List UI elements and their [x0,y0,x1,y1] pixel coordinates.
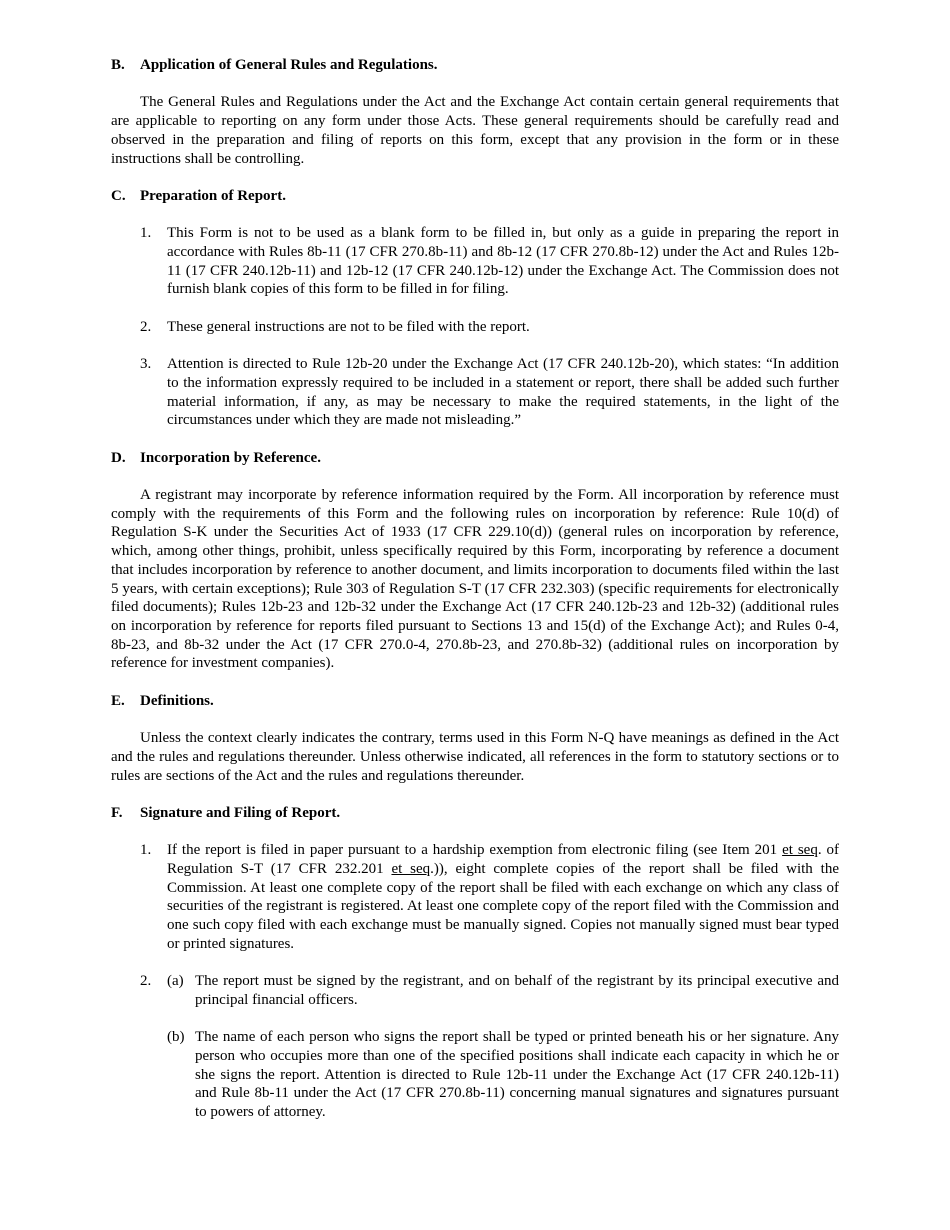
section-b-heading [111,56,839,75]
item-text: This Form is not to be used as a blank form to be filled in, but only as a guide in preparing the report in accordance with Rules 8b-11 (17 CFR 270.8b-11) and 8b-12 (17 CFR 270.8b-12) under the Act and Rules 12b-11 (17 CFR 240.12b-11) and 12b-12 (17 CFR 240.12b-12) under the Exchange Act. The Commission does not furnish blank copies of this form to be filled in for filing. [167,225,839,298]
section-d-heading [111,449,839,468]
section-c-letter: C. [111,187,126,204]
et-seq-underline: et seq [391,861,431,878]
item-text-part3: .)), eight complete copies of the report shall be filed with the Commission. At least one complete copy of the report shall be filed with each exchange on which any class of securities of the registrant is registered. At least one complete copy of the report filed with the Commission and one such copy filed with each exchange must be manually signed. Copies not manually signed must bear typed or printed signatures. [167,861,839,952]
sub-item-text: The name of each person who signs the report shall be typed or printed beneath his or her signature. Any person who occupies more than one of the specified positions shall indicate each capacity in which he or she signs the report. Attention is directed to Rule 12b-11 under the Exchange Act (17 CFR 240.12b-11) and Rule 8b-11 under the Act (17 CFR 270.8b-11) concerning manual signatures and signatures pursuant to powers of attorney. [195,1029,839,1121]
section-c-item-1 [111,224,839,299]
section-c-item-2 [111,318,839,337]
section-e-letter: E. [111,692,125,709]
section-e-body: Unless the context clearly indicates the contrary, terms used in this Form N-Q have meanings as defined in the Act and the rules and regulations thereunder. Unless otherwise indicated, all references in the form to statutory sections or to rules are sections of the Act and the rules and regulations thereunder. [111,730,839,784]
item-text: Attention is directed to Rule 12b-20 under the Exchange Act (17 CFR 240.12b-20), which states: “In addition to the information expressly required to be included in a statement or report, there shall be added such further material information, if any, as may be necessary to make the required statements, in the light of the circumstances under which they are made not misleading.” [167,356,839,429]
item-text-part1: If the report is filed in paper pursuant to a hardship exemption from electronic filing (see Item 201 [167,842,783,859]
et-seq-underline: et seq [782,842,818,859]
section-f-item-1 [111,841,839,953]
section-f-heading [111,804,839,823]
item-number: 1. [140,842,152,859]
section-f-title: Signature and Filing of Report. [140,804,341,821]
section-f-item-2a [111,972,839,1009]
item-number: 2. [140,318,152,335]
sub-item-letter: (b) [167,1029,185,1046]
section-c-item-3 [111,355,839,430]
item-number: 2. [140,973,152,990]
section-d-body: A registrant may incorporate by reference information required by the Form. All incorporation by reference must comply with the requirements of this Form and the following rules on incorporation by reference: Rule 10(d) of Regulation S-K under the Securities Act of 1933 (17 CFR 229.10(d)) (general rules on incorporation by reference, which, among other things, prohibit, unless specifically required by this Form, incorporating by reference a document that includes incorporation by reference to another document, and limits incorporation to documents filed within the last 5 years, with certain exceptions); Rule 303 of Regulation S-T (17 CFR 232.303) (specific requirements for electronically filed documents); Rules 12b-23 and 12b-32 under the Exchange Act (17 CFR 240.12b-23 and 12b-32) (additional rules on incorporation by reference for reports filed pursuant to Sections 13 and 15(d) of the Exchange Act); and Rules 0-4, 8b-23, and 8b-32 under the Act (17 CFR 270.0-4, 270.8b-23, and 270.8b-32) (additional rules on incorporation by reference for investment companies). [111,487,839,672]
section-b-body: The General Rules and Regulations under the Act and the Exchange Act contain certain general requirements that are applicable to reporting on any form under those Acts. These general requirements should be carefully read and observed in the preparation and filing of reports on this form, except that any provision in the form or in these instructions shall be controlling. [111,94,839,167]
section-f-item-2b [111,1028,839,1122]
section-f-letter: F. [111,804,123,821]
sub-item-letter: (a) [167,973,184,990]
sub-item-text: The report must be signed by the registrant, and on behalf of the registrant by its principal executive and principal financial officers. [195,973,839,1008]
section-b-title: Application of General Rules and Regulations. [140,57,438,73]
section-c-title: Preparation of Report. [140,187,286,204]
section-d-title: Incorporation by Reference. [140,449,321,466]
section-e-heading [111,692,839,711]
section-d-letter: D. [111,449,126,466]
document-page [111,56,839,1122]
item-number: 1. [140,225,152,242]
item-number: 3. [140,356,152,373]
section-e-title: Definitions. [140,692,214,709]
section-b-letter: B. [111,57,125,73]
item-text: These general instructions are not to be filed with the report. [167,318,530,335]
item-text-part2: . of Regulation S-T (17 CFR 232.201 [167,842,839,878]
section-c-heading [111,187,839,206]
